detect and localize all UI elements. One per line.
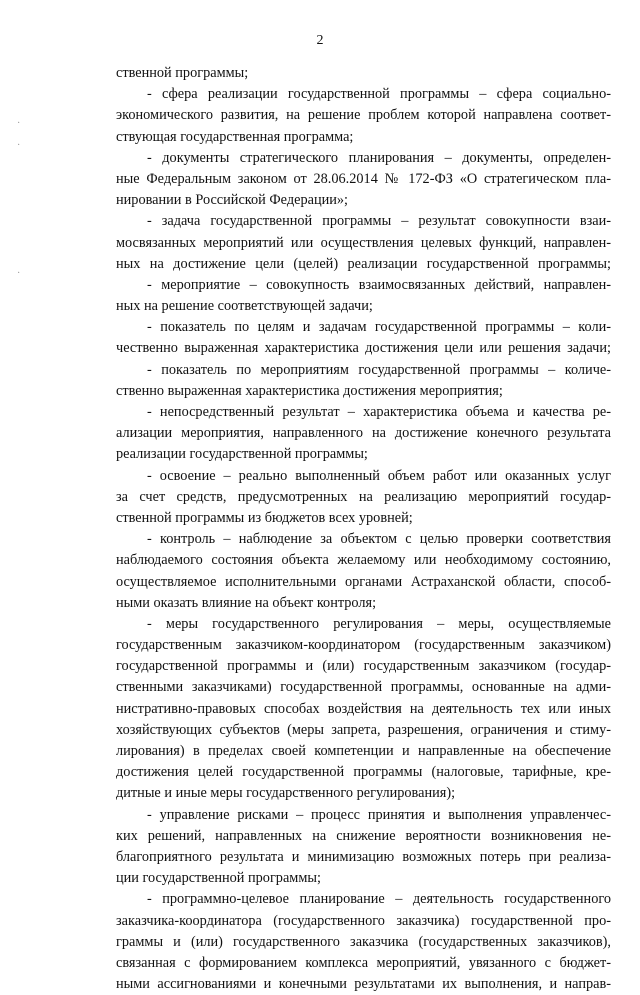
text-line: государственным заказчиком-координатором (государственным заказчиком): [116, 637, 611, 654]
text-line: ализации мероприятия, направленного на достижение конечного результата: [116, 425, 611, 442]
text-line: - меры государственного регулирования – меры, осуществляемые: [147, 615, 611, 632]
text-line: ных на решение соответствующей задачи;: [116, 298, 373, 315]
text-line: - задача государственной программы – результат совокупности взаи-: [147, 213, 611, 230]
page-number: 2: [316, 33, 324, 48]
text-line: ные Федеральным законом от 28.06.2014 № 172-ФЗ «О стратегическом пла-: [116, 170, 611, 187]
text-line: чественно выраженная характеристика достижения цели или решения задачи;: [116, 340, 611, 357]
text-line: граммы и (или) государственного заказчика (государственных заказчиков),: [116, 933, 611, 950]
text-line: - программно-целевое планирование – деятельность государственного: [147, 891, 611, 908]
margin-dot: ·: [17, 140, 21, 151]
text-line: - документы стратегического планирования – документы, определен-: [147, 149, 611, 166]
text-line: ными оказать влияние на объект контроля;: [116, 594, 377, 611]
text-line: достижения целей государственной программы (налоговые, тарифные, кре-: [116, 764, 611, 781]
text-line: реализации государственной программы;: [116, 446, 368, 463]
text-line: ных на достижение цели (целей) реализации государственной программы;: [116, 255, 611, 272]
text-line: заказчика-координатора (государственного заказчика) государственной про-: [116, 912, 611, 929]
text-line: нистративно-правовых способах воздействия на деятельность тех или иных: [116, 700, 611, 717]
text-line: ственной программы;: [116, 65, 249, 81]
text-line: - показатель по мероприятиям государственной программы – количе-: [147, 361, 611, 378]
text-line: экономического развития, на решение проблем которой направлена соответ-: [116, 107, 611, 124]
margin-dot: ·: [17, 118, 21, 129]
document-body: [116, 63, 611, 995]
text-line: хозяйствующих субъектов (меры запрета, разрешения, ограничения и стиму-: [116, 721, 611, 738]
text-line: ственно выраженная характеристика достижения мероприятия;: [116, 382, 503, 399]
text-line: - освоение – реально выполненный объем работ или оказанных услуг: [147, 467, 611, 484]
text-line: ции государственной программы;: [116, 870, 321, 887]
text-line: - управление рисками – процесс принятия и выполнения управленчес-: [147, 806, 611, 823]
text-line: ственными заказчиками) государственной программы, основанные на адми-: [116, 679, 611, 696]
text-line: дитные и иные меры государственного регулирования);: [116, 785, 456, 802]
text-line: наблюдаемого состояния объекта желаемому или необходимому состоянию,: [116, 552, 611, 569]
text-line: мосвязанных мероприятий или осуществления целевых функций, направлен-: [116, 234, 611, 251]
text-line: - мероприятие – совокупность взаимосвязанных действий, направлен-: [147, 276, 611, 293]
text-line: благоприятного результата и минимизацию возможных потерь при реализа-: [116, 848, 611, 865]
text-line: ких решений, направленных на снижение вероятности возникновения не-: [116, 827, 611, 844]
text-line: ственной программы из бюджетов всех уровней;: [116, 509, 413, 526]
text-line: связанная с формированием комплекса мероприятий, увязанного с бюджет-: [116, 954, 611, 971]
text-line: ствующая государственная программа;: [116, 128, 354, 145]
text-line: - сфера реализации государственной программы – сфера социально-: [147, 86, 611, 103]
text-line: лирования) в пределах своей компетенции и направленные на обеспечение: [116, 743, 611, 759]
text-line: за счет средств, предусмотренных на реализацию мероприятий государ-: [116, 488, 611, 505]
text-line: нировании в Российской Федерации»;: [116, 192, 349, 209]
text-line: - контроль – наблюдение за объектом с целью проверки соответствия: [147, 531, 611, 548]
text-line: - непосредственный результат – характеристика объема и качества ре-: [147, 404, 611, 420]
margin-dot: ·: [17, 268, 21, 279]
text-line: осуществляемое исполнительными органами Астраханской области, способ-: [116, 573, 611, 590]
text-line: ными ассигнованиями и конечными результатами их выполнения, и направ-: [116, 976, 611, 993]
text-line: государственной программы и (или) государственным заказчиком (государ-: [116, 658, 611, 675]
text-line: - показатель по целям и задачам государственной программы – коли-: [147, 319, 611, 336]
